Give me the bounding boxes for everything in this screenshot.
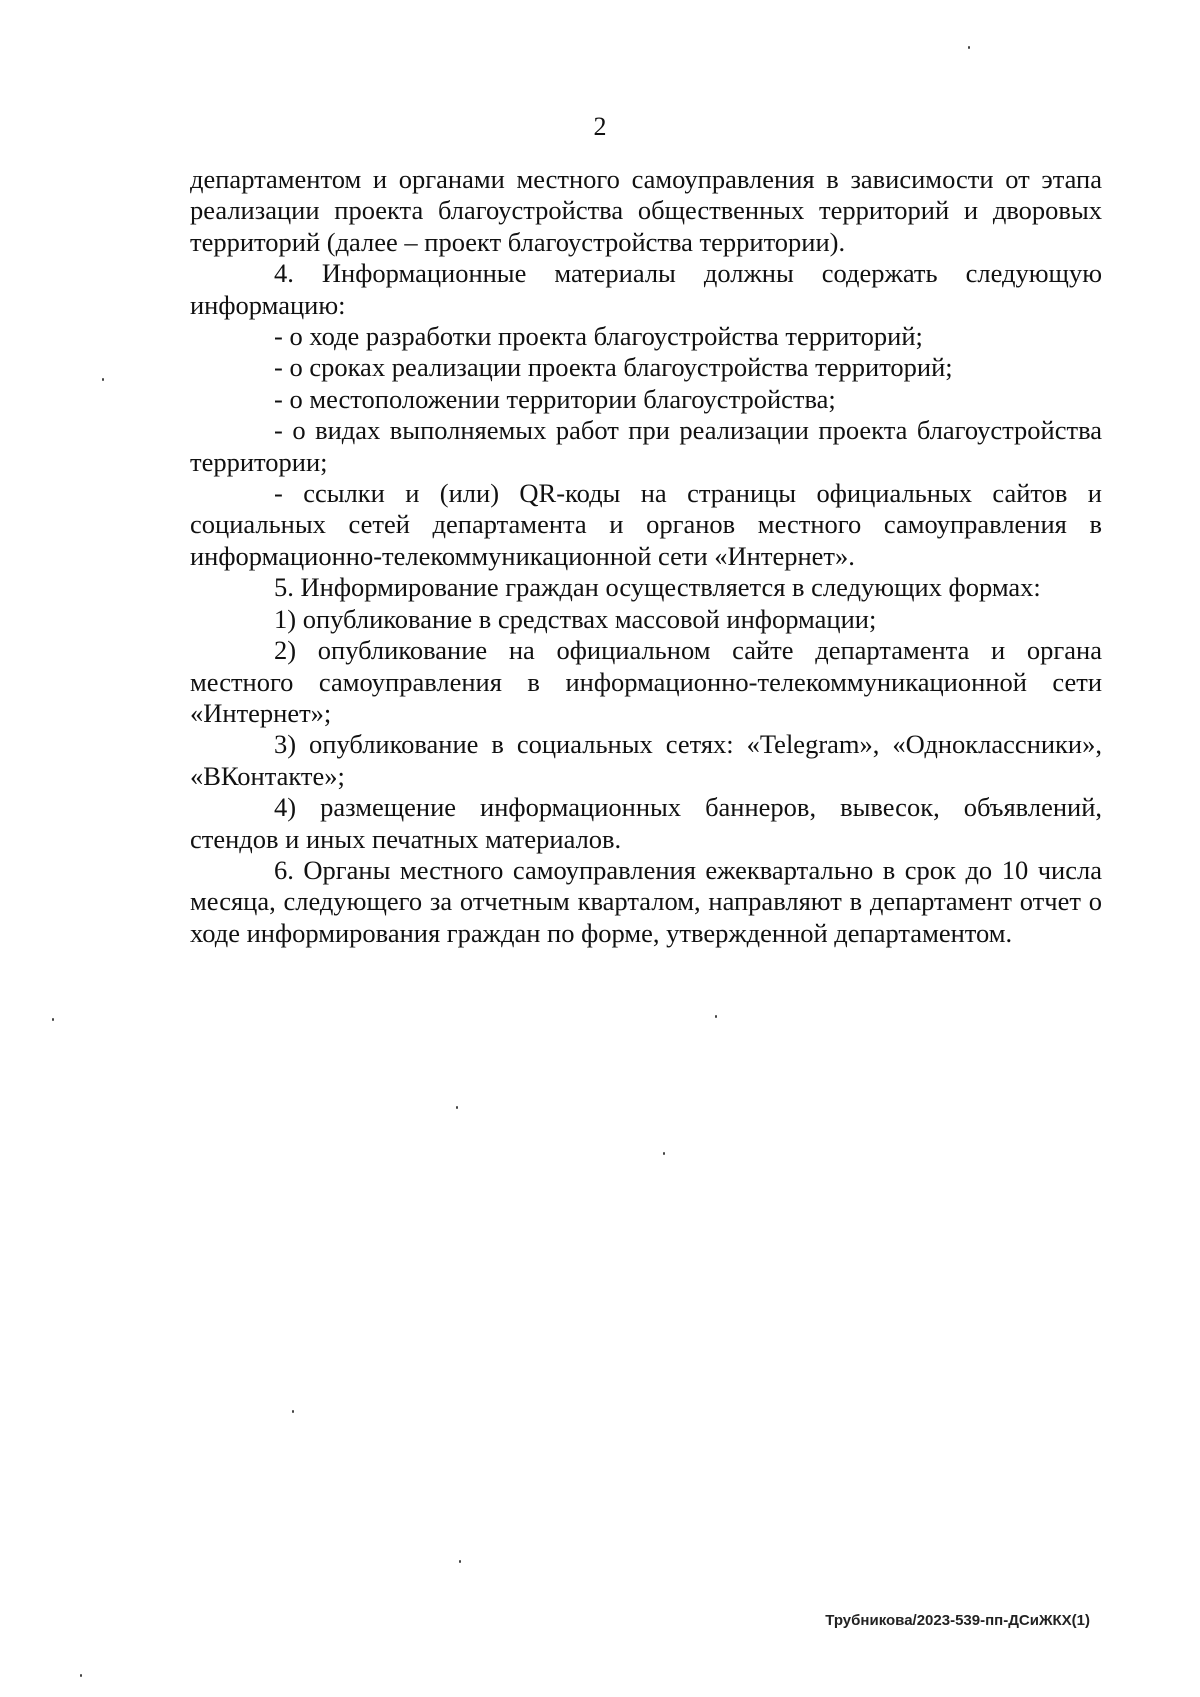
list-item-location: - о местоположении территории благоустройства;	[274, 383, 836, 414]
form-item-1: 1) опубликование в средствах массовой информации;	[274, 603, 877, 634]
list-item-links: - ссылки и (или) QR-коды на страницы официальных сайтов и социальных сетей департамента и органов местного самоуправления в информационно-телекоммуникационной сети «Интернет».	[190, 478, 1102, 571]
form-item-2: 2) опубликование на официальном сайте департамента и органа местного самоуправления в информационно-телекоммуникационной сети «Интернет»;	[190, 635, 1102, 728]
form-item-3: 3) опубликование в социальных сетях: «Telegram», «Одноклассники», «ВКонтакте»;	[190, 729, 1102, 791]
scan-speck	[715, 1015, 717, 1018]
list-item-deadlines: - о сроках реализации проекта благоустройства территорий;	[274, 352, 953, 383]
executor-signature-line: Трубникова/2023-539-пп-ДСиЖКХ(1)	[825, 1612, 1090, 1629]
page-number: 2	[593, 112, 607, 141]
scan-speck	[292, 1410, 294, 1413]
form-item-4: 4) размещение информационных баннеров, вывесок, объявлений, стендов и иных печатных материалов.	[190, 792, 1102, 854]
list-item-work-types: - о видах выполняемых работ при реализации проекта благоустройства территории;	[190, 415, 1102, 477]
document-body	[190, 164, 1102, 949]
scan-speck	[456, 1106, 458, 1109]
scan-speck	[663, 1152, 665, 1155]
list-item-development: - о ходе разработки проекта благоустройства территорий;	[274, 321, 923, 352]
scan-speck	[80, 1674, 82, 1677]
scan-speck	[52, 1018, 54, 1021]
scan-speck	[459, 1560, 461, 1563]
paragraph-item-5: 5. Информирование граждан осуществляется в следующих формах:	[274, 572, 1041, 603]
paragraph-item-4: 4. Информационные материалы должны содержать следующую информацию:	[190, 258, 1102, 320]
paragraph-item-6: 6. Органы местного самоуправления ежеквартально в срок до 10 числа месяца, следующего за отчетным кварталом, направляют в департамент отчет о ходе информирования граждан по форме, утвержденной департаментом.	[190, 854, 1102, 948]
paragraph-continuation: департаментом и органами местного самоуправления в зависимости от этапа реализации проекта благоустройства общественных территорий и дворовых территорий (далее – проект благоустройства территории).	[190, 164, 1102, 257]
scan-speck	[968, 46, 970, 49]
scan-speck	[102, 378, 104, 381]
